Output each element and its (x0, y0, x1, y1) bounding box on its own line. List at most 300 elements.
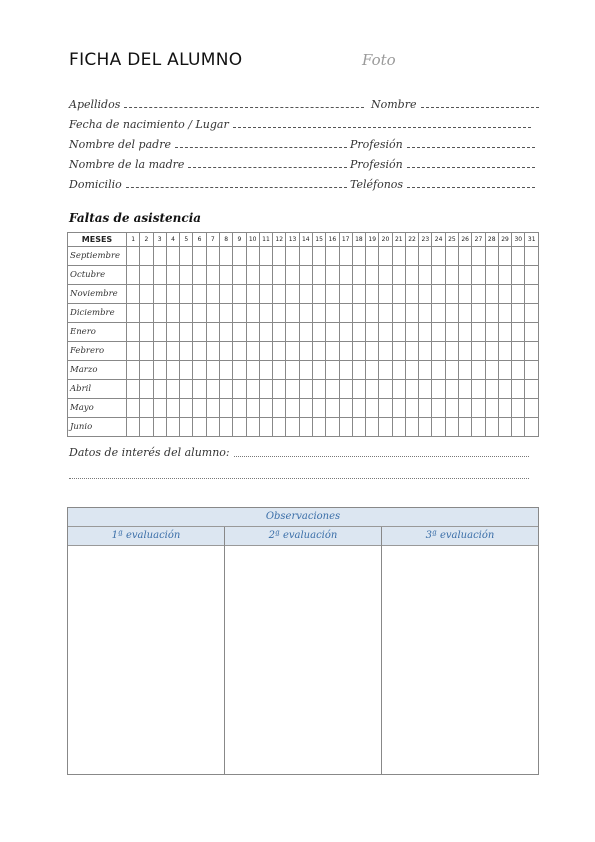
attendance-cell[interactable] (166, 323, 179, 342)
attendance-cell[interactable] (485, 399, 498, 418)
attendance-cell[interactable] (432, 361, 445, 380)
attendance-cell[interactable] (299, 380, 312, 399)
attendance-cell[interactable] (286, 399, 299, 418)
profesion-padre-line[interactable] (407, 137, 535, 148)
attendance-cell[interactable] (445, 247, 458, 266)
attendance-cell[interactable] (127, 418, 140, 437)
attendance-cell[interactable] (525, 361, 539, 380)
attendance-cell[interactable] (193, 342, 206, 361)
attendance-cell[interactable] (180, 304, 193, 323)
attendance-cell[interactable] (286, 380, 299, 399)
attendance-cell[interactable] (352, 342, 365, 361)
attendance-cell[interactable] (127, 323, 140, 342)
attendance-cell[interactable] (193, 304, 206, 323)
attendance-cell[interactable] (459, 323, 472, 342)
attendance-cell[interactable] (432, 323, 445, 342)
attendance-cell[interactable] (326, 399, 339, 418)
attendance-cell[interactable] (366, 266, 379, 285)
attendance-cell[interactable] (286, 247, 299, 266)
attendance-cell[interactable] (286, 418, 299, 437)
attendance-cell[interactable] (339, 342, 352, 361)
attendance-cell[interactable] (312, 323, 325, 342)
attendance-cell[interactable] (352, 247, 365, 266)
attendance-cell[interactable] (273, 418, 286, 437)
attendance-cell[interactable] (459, 342, 472, 361)
attendance-cell[interactable] (498, 266, 511, 285)
attendance-cell[interactable] (166, 247, 179, 266)
attendance-cell[interactable] (472, 323, 485, 342)
attendance-cell[interactable] (498, 380, 511, 399)
attendance-cell[interactable] (246, 285, 259, 304)
attendance-cell[interactable] (140, 247, 153, 266)
attendance-cell[interactable] (140, 380, 153, 399)
attendance-cell[interactable] (432, 418, 445, 437)
attendance-cell[interactable] (485, 285, 498, 304)
attendance-cell[interactable] (525, 285, 539, 304)
attendance-cell[interactable] (180, 418, 193, 437)
attendance-cell[interactable] (312, 285, 325, 304)
padre-line[interactable] (175, 137, 347, 148)
attendance-cell[interactable] (219, 266, 232, 285)
attendance-cell[interactable] (498, 361, 511, 380)
attendance-cell[interactable] (219, 285, 232, 304)
attendance-cell[interactable] (180, 247, 193, 266)
attendance-cell[interactable] (432, 285, 445, 304)
attendance-cell[interactable] (193, 380, 206, 399)
attendance-cell[interactable] (233, 418, 246, 437)
attendance-cell[interactable] (180, 361, 193, 380)
attendance-cell[interactable] (472, 380, 485, 399)
attendance-cell[interactable] (366, 323, 379, 342)
attendance-cell[interactable] (419, 361, 432, 380)
madre-field[interactable] (69, 155, 347, 171)
attendance-cell[interactable] (140, 266, 153, 285)
attendance-cell[interactable] (153, 266, 166, 285)
attendance-cell[interactable] (352, 323, 365, 342)
attendance-cell[interactable] (193, 399, 206, 418)
attendance-cell[interactable] (206, 266, 219, 285)
attendance-cell[interactable] (485, 342, 498, 361)
attendance-cell[interactable] (352, 380, 365, 399)
attendance-cell[interactable] (379, 323, 392, 342)
attendance-cell[interactable] (246, 266, 259, 285)
attendance-cell[interactable] (259, 418, 272, 437)
attendance-cell[interactable] (312, 266, 325, 285)
attendance-cell[interactable] (153, 285, 166, 304)
attendance-cell[interactable] (180, 323, 193, 342)
attendance-cell[interactable] (459, 418, 472, 437)
attendance-cell[interactable] (405, 418, 418, 437)
attendance-cell[interactable] (246, 418, 259, 437)
nombre-line[interactable] (421, 97, 540, 108)
attendance-cell[interactable] (419, 399, 432, 418)
attendance-cell[interactable] (445, 323, 458, 342)
attendance-cell[interactable] (445, 361, 458, 380)
attendance-cell[interactable] (299, 342, 312, 361)
attendance-cell[interactable] (419, 380, 432, 399)
attendance-cell[interactable] (445, 304, 458, 323)
nacimiento-field[interactable] (69, 115, 531, 131)
attendance-cell[interactable] (472, 399, 485, 418)
profesion-padre-field[interactable] (350, 135, 535, 151)
attendance-cell[interactable] (153, 342, 166, 361)
attendance-cell[interactable] (459, 361, 472, 380)
attendance-cell[interactable] (405, 399, 418, 418)
attendance-cell[interactable] (525, 247, 539, 266)
attendance-cell[interactable] (379, 399, 392, 418)
attendance-cell[interactable] (498, 418, 511, 437)
attendance-cell[interactable] (299, 285, 312, 304)
attendance-cell[interactable] (525, 266, 539, 285)
attendance-cell[interactable] (326, 285, 339, 304)
attendance-cell[interactable] (459, 285, 472, 304)
attendance-cell[interactable] (127, 266, 140, 285)
attendance-cell[interactable] (299, 247, 312, 266)
attendance-cell[interactable] (419, 342, 432, 361)
attendance-cell[interactable] (233, 361, 246, 380)
madre-line[interactable] (188, 157, 347, 168)
attendance-cell[interactable] (233, 266, 246, 285)
attendance-cell[interactable] (312, 418, 325, 437)
interest-field[interactable] (69, 446, 529, 459)
attendance-cell[interactable] (326, 323, 339, 342)
attendance-cell[interactable] (392, 418, 405, 437)
attendance-cell[interactable] (512, 304, 525, 323)
attendance-cell[interactable] (498, 285, 511, 304)
attendance-cell[interactable] (140, 304, 153, 323)
attendance-cell[interactable] (233, 247, 246, 266)
attendance-cell[interactable] (312, 361, 325, 380)
attendance-cell[interactable] (512, 247, 525, 266)
attendance-cell[interactable] (166, 418, 179, 437)
apellidos-field[interactable] (69, 95, 364, 111)
attendance-cell[interactable] (498, 304, 511, 323)
attendance-cell[interactable] (140, 418, 153, 437)
attendance-cell[interactable] (206, 323, 219, 342)
attendance-cell[interactable] (233, 380, 246, 399)
attendance-cell[interactable] (259, 323, 272, 342)
interest-line-2[interactable] (69, 478, 529, 479)
profesion-madre-line[interactable] (407, 157, 535, 168)
attendance-cell[interactable] (233, 342, 246, 361)
attendance-cell[interactable] (392, 361, 405, 380)
attendance-cell[interactable] (392, 266, 405, 285)
attendance-cell[interactable] (193, 285, 206, 304)
attendance-cell[interactable] (445, 380, 458, 399)
attendance-cell[interactable] (273, 304, 286, 323)
attendance-cell[interactable] (206, 285, 219, 304)
attendance-cell[interactable] (206, 342, 219, 361)
attendance-cell[interactable] (153, 399, 166, 418)
attendance-cell[interactable] (219, 304, 232, 323)
attendance-cell[interactable] (193, 266, 206, 285)
attendance-cell[interactable] (127, 285, 140, 304)
attendance-cell[interactable] (339, 418, 352, 437)
attendance-cell[interactable] (219, 323, 232, 342)
attendance-cell[interactable] (286, 342, 299, 361)
attendance-cell[interactable] (379, 380, 392, 399)
attendance-cell[interactable] (206, 247, 219, 266)
attendance-cell[interactable] (405, 266, 418, 285)
attendance-cell[interactable] (140, 285, 153, 304)
attendance-cell[interactable] (219, 418, 232, 437)
attendance-cell[interactable] (512, 266, 525, 285)
attendance-cell[interactable] (432, 399, 445, 418)
attendance-cell[interactable] (392, 399, 405, 418)
attendance-cell[interactable] (366, 380, 379, 399)
attendance-cell[interactable] (127, 304, 140, 323)
attendance-cell[interactable] (273, 361, 286, 380)
attendance-cell[interactable] (299, 323, 312, 342)
attendance-cell[interactable] (419, 266, 432, 285)
attendance-cell[interactable] (259, 342, 272, 361)
evaluation-body-1[interactable] (68, 546, 224, 774)
attendance-cell[interactable] (286, 323, 299, 342)
attendance-cell[interactable] (379, 361, 392, 380)
attendance-cell[interactable] (339, 266, 352, 285)
attendance-cell[interactable] (259, 380, 272, 399)
attendance-cell[interactable] (405, 380, 418, 399)
attendance-cell[interactable] (166, 285, 179, 304)
attendance-cell[interactable] (153, 418, 166, 437)
attendance-cell[interactable] (233, 304, 246, 323)
attendance-cell[interactable] (299, 361, 312, 380)
attendance-cell[interactable] (140, 342, 153, 361)
attendance-cell[interactable] (445, 342, 458, 361)
attendance-cell[interactable] (366, 285, 379, 304)
attendance-cell[interactable] (193, 247, 206, 266)
attendance-cell[interactable] (512, 285, 525, 304)
attendance-cell[interactable] (326, 304, 339, 323)
attendance-cell[interactable] (312, 342, 325, 361)
attendance-cell[interactable] (512, 418, 525, 437)
attendance-cell[interactable] (392, 247, 405, 266)
attendance-cell[interactable] (127, 342, 140, 361)
attendance-cell[interactable] (140, 361, 153, 380)
attendance-cell[interactable] (392, 342, 405, 361)
attendance-cell[interactable] (339, 380, 352, 399)
attendance-cell[interactable] (392, 323, 405, 342)
attendance-cell[interactable] (326, 380, 339, 399)
attendance-cell[interactable] (459, 399, 472, 418)
attendance-cell[interactable] (445, 285, 458, 304)
attendance-cell[interactable] (153, 247, 166, 266)
attendance-cell[interactable] (392, 304, 405, 323)
attendance-cell[interactable] (392, 285, 405, 304)
attendance-cell[interactable] (339, 247, 352, 266)
attendance-cell[interactable] (472, 361, 485, 380)
attendance-cell[interactable] (312, 399, 325, 418)
attendance-cell[interactable] (246, 247, 259, 266)
attendance-cell[interactable] (512, 380, 525, 399)
attendance-cell[interactable] (219, 399, 232, 418)
attendance-cell[interactable] (405, 323, 418, 342)
attendance-cell[interactable] (498, 323, 511, 342)
attendance-cell[interactable] (312, 304, 325, 323)
attendance-cell[interactable] (299, 266, 312, 285)
attendance-cell[interactable] (405, 361, 418, 380)
attendance-cell[interactable] (352, 399, 365, 418)
attendance-cell[interactable] (273, 380, 286, 399)
attendance-cell[interactable] (459, 304, 472, 323)
attendance-cell[interactable] (206, 380, 219, 399)
attendance-cell[interactable] (326, 418, 339, 437)
attendance-cell[interactable] (259, 266, 272, 285)
attendance-cell[interactable] (193, 361, 206, 380)
attendance-cell[interactable] (366, 399, 379, 418)
attendance-cell[interactable] (246, 342, 259, 361)
attendance-cell[interactable] (206, 361, 219, 380)
attendance-cell[interactable] (153, 323, 166, 342)
attendance-cell[interactable] (459, 247, 472, 266)
attendance-cell[interactable] (352, 304, 365, 323)
attendance-cell[interactable] (286, 285, 299, 304)
attendance-cell[interactable] (273, 247, 286, 266)
attendance-cell[interactable] (299, 418, 312, 437)
attendance-cell[interactable] (379, 342, 392, 361)
attendance-cell[interactable] (273, 266, 286, 285)
attendance-cell[interactable] (299, 304, 312, 323)
attendance-cell[interactable] (459, 380, 472, 399)
attendance-cell[interactable] (180, 342, 193, 361)
attendance-cell[interactable] (233, 399, 246, 418)
attendance-cell[interactable] (233, 285, 246, 304)
attendance-cell[interactable] (472, 418, 485, 437)
attendance-cell[interactable] (472, 247, 485, 266)
attendance-cell[interactable] (419, 304, 432, 323)
attendance-cell[interactable] (405, 247, 418, 266)
attendance-cell[interactable] (472, 285, 485, 304)
attendance-cell[interactable] (339, 304, 352, 323)
attendance-cell[interactable] (259, 247, 272, 266)
attendance-cell[interactable] (219, 342, 232, 361)
attendance-cell[interactable] (352, 361, 365, 380)
attendance-cell[interactable] (485, 418, 498, 437)
nombre-field[interactable] (371, 95, 539, 111)
attendance-cell[interactable] (352, 285, 365, 304)
attendance-cell[interactable] (180, 380, 193, 399)
attendance-cell[interactable] (193, 418, 206, 437)
attendance-cell[interactable] (339, 399, 352, 418)
attendance-cell[interactable] (432, 380, 445, 399)
attendance-cell[interactable] (366, 247, 379, 266)
attendance-cell[interactable] (379, 304, 392, 323)
attendance-cell[interactable] (166, 380, 179, 399)
attendance-cell[interactable] (445, 266, 458, 285)
attendance-cell[interactable] (246, 323, 259, 342)
attendance-cell[interactable] (498, 399, 511, 418)
attendance-cell[interactable] (419, 285, 432, 304)
attendance-cell[interactable] (525, 323, 539, 342)
attendance-cell[interactable] (485, 247, 498, 266)
attendance-cell[interactable] (326, 361, 339, 380)
attendance-cell[interactable] (485, 304, 498, 323)
attendance-cell[interactable] (312, 247, 325, 266)
attendance-cell[interactable] (153, 361, 166, 380)
attendance-cell[interactable] (485, 380, 498, 399)
attendance-cell[interactable] (498, 342, 511, 361)
attendance-cell[interactable] (273, 399, 286, 418)
attendance-cell[interactable] (246, 399, 259, 418)
attendance-cell[interactable] (379, 418, 392, 437)
domicilio-field[interactable] (69, 175, 347, 191)
attendance-cell[interactable] (273, 323, 286, 342)
attendance-cell[interactable] (127, 247, 140, 266)
attendance-cell[interactable] (246, 361, 259, 380)
attendance-cell[interactable] (246, 304, 259, 323)
evaluation-body-2[interactable] (225, 546, 381, 774)
attendance-cell[interactable] (485, 361, 498, 380)
interest-line[interactable] (234, 446, 529, 457)
attendance-cell[interactable] (326, 266, 339, 285)
attendance-cell[interactable] (246, 380, 259, 399)
attendance-cell[interactable] (127, 399, 140, 418)
attendance-cell[interactable] (445, 418, 458, 437)
attendance-cell[interactable] (525, 342, 539, 361)
telefonos-field[interactable] (350, 175, 535, 191)
attendance-cell[interactable] (432, 304, 445, 323)
attendance-cell[interactable] (485, 266, 498, 285)
attendance-cell[interactable] (525, 304, 539, 323)
attendance-cell[interactable] (472, 342, 485, 361)
attendance-cell[interactable] (259, 399, 272, 418)
attendance-cell[interactable] (219, 247, 232, 266)
attendance-cell[interactable] (166, 361, 179, 380)
attendance-cell[interactable] (419, 323, 432, 342)
attendance-cell[interactable] (339, 323, 352, 342)
attendance-cell[interactable] (366, 304, 379, 323)
attendance-cell[interactable] (512, 399, 525, 418)
attendance-cell[interactable] (419, 418, 432, 437)
attendance-cell[interactable] (273, 342, 286, 361)
attendance-cell[interactable] (525, 418, 539, 437)
attendance-cell[interactable] (352, 266, 365, 285)
attendance-cell[interactable] (512, 323, 525, 342)
attendance-cell[interactable] (206, 399, 219, 418)
profesion-madre-field[interactable] (350, 155, 535, 171)
attendance-cell[interactable] (379, 285, 392, 304)
attendance-cell[interactable] (472, 304, 485, 323)
attendance-cell[interactable] (339, 285, 352, 304)
telefonos-line[interactable] (407, 177, 535, 188)
attendance-cell[interactable] (193, 323, 206, 342)
attendance-cell[interactable] (432, 342, 445, 361)
padre-field[interactable] (69, 135, 347, 151)
attendance-cell[interactable] (498, 247, 511, 266)
attendance-cell[interactable] (392, 380, 405, 399)
attendance-cell[interactable] (140, 323, 153, 342)
attendance-cell[interactable] (219, 361, 232, 380)
attendance-cell[interactable] (166, 399, 179, 418)
attendance-cell[interactable] (166, 342, 179, 361)
attendance-cell[interactable] (485, 323, 498, 342)
attendance-cell[interactable] (206, 304, 219, 323)
attendance-cell[interactable] (259, 304, 272, 323)
attendance-cell[interactable] (180, 266, 193, 285)
apellidos-line[interactable] (124, 97, 364, 108)
attendance-cell[interactable] (432, 247, 445, 266)
attendance-cell[interactable] (379, 247, 392, 266)
nacimiento-line[interactable] (233, 117, 531, 128)
attendance-cell[interactable] (166, 304, 179, 323)
attendance-cell[interactable] (326, 247, 339, 266)
attendance-cell[interactable] (140, 399, 153, 418)
attendance-cell[interactable] (326, 342, 339, 361)
attendance-cell[interactable] (405, 342, 418, 361)
attendance-cell[interactable] (419, 247, 432, 266)
attendance-cell[interactable] (286, 304, 299, 323)
attendance-cell[interactable] (405, 285, 418, 304)
